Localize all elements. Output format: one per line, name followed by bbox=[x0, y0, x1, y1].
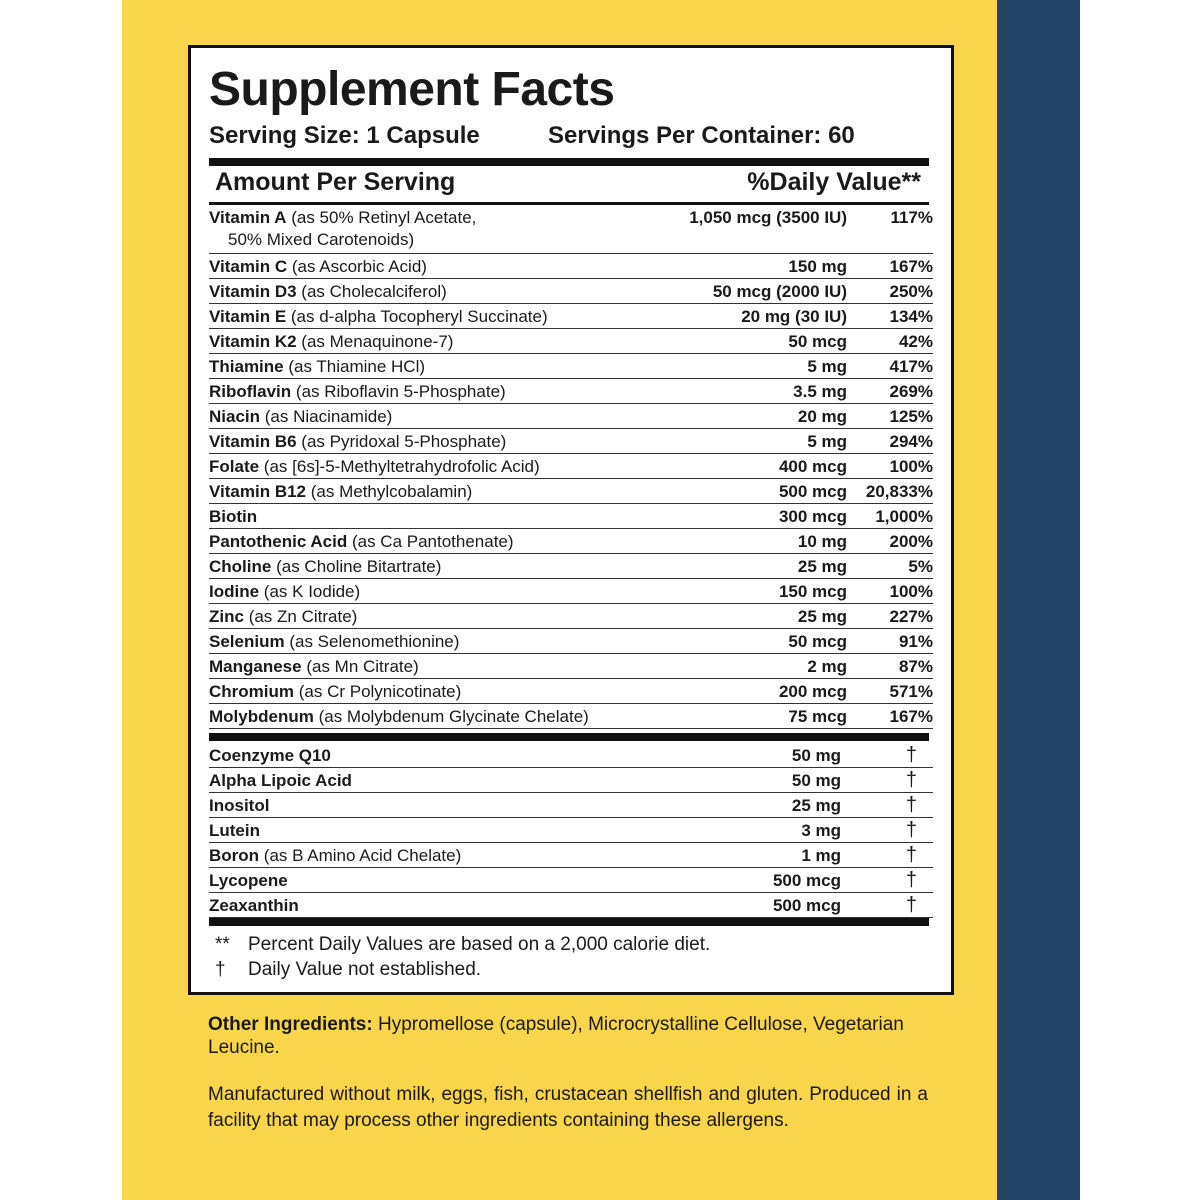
daily-value-percent: 227% bbox=[889, 607, 933, 626]
section-divider bbox=[209, 733, 929, 741]
footnote-not-established bbox=[215, 959, 481, 981]
footnote-mark: ** bbox=[215, 934, 230, 955]
nutrient-row bbox=[209, 254, 933, 279]
daily-value-percent: 91% bbox=[898, 632, 933, 651]
ingredient-name: Niacin bbox=[209, 407, 261, 426]
amount-per-serving: 50 mg bbox=[791, 771, 841, 790]
footnote-text: Daily Value not established. bbox=[248, 959, 482, 980]
ingredient-name-cell bbox=[209, 746, 331, 766]
ingredient-name: Chromium bbox=[209, 682, 294, 701]
other-ingredients-text: Hypromellose (capsule), Microcrystalline Cellulose, Vegetarian Leucine. bbox=[208, 1014, 904, 1058]
amount-per-serving: 50 mcg bbox=[788, 632, 847, 651]
amount-per-serving: 50 mg bbox=[791, 746, 841, 765]
ingredient-source: (as [6s]-5-Methyltetrahydrofolic Acid) bbox=[263, 457, 540, 476]
daily-value-percent: 571% bbox=[889, 682, 933, 701]
daily-value-percent: 5% bbox=[908, 557, 933, 576]
ingredient-name-cell bbox=[209, 332, 453, 352]
nutrient-row bbox=[209, 679, 933, 704]
daily-value-percent: 42% bbox=[898, 332, 933, 351]
ingredient-name: Riboflavin bbox=[209, 382, 292, 401]
ingredient-name-cell bbox=[209, 582, 360, 602]
daily-value-percent: 20,833% bbox=[865, 482, 933, 501]
nutrient-row bbox=[209, 279, 933, 304]
ingredient-row bbox=[209, 793, 933, 818]
ingredient-name-cell bbox=[209, 846, 461, 866]
amount-per-serving: 10 mg bbox=[797, 532, 847, 551]
dagger-mark: † bbox=[905, 894, 917, 916]
nutrient-row bbox=[209, 604, 933, 629]
daily-value-percent: 167% bbox=[889, 707, 933, 726]
ingredient-source: (as Thiamine HCl) bbox=[288, 357, 426, 376]
daily-value-percent: 167% bbox=[889, 257, 933, 276]
amount-per-serving: 50 mcg bbox=[788, 332, 847, 351]
ingredient-name: Coenzyme Q10 bbox=[209, 746, 331, 765]
nutrient-row bbox=[209, 205, 933, 254]
daily-value-percent: 125% bbox=[889, 407, 933, 426]
ingredient-source: (as Cholecalciferol) bbox=[301, 282, 447, 301]
ingredient-name-cell bbox=[209, 257, 427, 277]
nutrient-row bbox=[209, 404, 933, 429]
ingredient-name: Pantothenic Acid bbox=[209, 532, 348, 551]
ingredient-row bbox=[209, 868, 933, 893]
ingredient-name-cell bbox=[209, 632, 459, 652]
ingredient-row bbox=[209, 768, 933, 793]
dagger-mark: † bbox=[905, 844, 917, 866]
supplement-facts-panel bbox=[188, 45, 954, 995]
ingredient-name-cell bbox=[209, 457, 540, 477]
amount-per-serving: 75 mcg bbox=[788, 707, 847, 726]
nutrient-row bbox=[209, 554, 933, 579]
ingredient-name: Biotin bbox=[209, 507, 258, 526]
ingredient-name: Boron bbox=[209, 846, 260, 865]
ingredient-name-cell bbox=[209, 821, 260, 841]
ingredient-source: (as Cr Polynicotinate) bbox=[298, 682, 462, 701]
amount-per-serving: 300 mcg bbox=[778, 507, 847, 526]
ingredient-source: (as Ca Pantothenate) bbox=[351, 532, 514, 551]
nutrient-row bbox=[209, 454, 933, 479]
ingredient-name: Vitamin C bbox=[209, 257, 288, 276]
ingredient-name: Iodine bbox=[209, 582, 260, 601]
ingredient-name-cell bbox=[209, 657, 419, 677]
ingredient-row bbox=[209, 893, 933, 918]
ingredient-source: (as Zn Citrate) bbox=[248, 607, 358, 626]
footnote-daily-values bbox=[215, 934, 710, 956]
ingredient-name: Vitamin K2 bbox=[209, 332, 297, 351]
ingredient-name-cell bbox=[209, 407, 392, 427]
footnote-mark: † bbox=[215, 959, 226, 980]
daily-value-percent: 250% bbox=[889, 282, 933, 301]
ingredient-name: Alpha Lipoic Acid bbox=[209, 771, 352, 790]
ingredient-name-cell bbox=[209, 307, 548, 327]
ingredient-source: (as K Iodide) bbox=[263, 582, 361, 601]
dagger-mark: † bbox=[905, 769, 917, 791]
ingredient-source: (as Riboflavin 5-Phosphate) bbox=[295, 382, 506, 401]
nutrient-row bbox=[209, 479, 933, 504]
ingredient-name: Thiamine bbox=[209, 357, 284, 376]
ingredient-name-cell bbox=[209, 557, 441, 577]
column-header-row bbox=[209, 168, 929, 202]
amount-per-serving: 25 mg bbox=[797, 607, 847, 626]
ingredient-name: Lycopene bbox=[209, 871, 288, 890]
amount-per-serving: 3 mg bbox=[801, 821, 841, 840]
amount-per-serving: 25 mg bbox=[791, 796, 841, 815]
ingredient-source: (as Menaquinone-7) bbox=[301, 332, 454, 351]
ingredient-name-cell bbox=[209, 532, 514, 552]
ingredient-name: Lutein bbox=[209, 821, 260, 840]
ingredient-name: Vitamin B6 bbox=[209, 432, 297, 451]
ingredient-source: (as B Amino Acid Chelate) bbox=[263, 846, 462, 865]
ingredient-name: Zinc bbox=[209, 607, 244, 626]
heavy-divider bbox=[209, 158, 929, 166]
nutrient-row bbox=[209, 329, 933, 354]
daily-value-percent: 294% bbox=[889, 432, 933, 451]
amount-per-serving: 1 mg bbox=[801, 846, 841, 865]
amount-per-serving: 500 mcg bbox=[772, 896, 841, 915]
ingredient-name: Vitamin E bbox=[209, 307, 287, 326]
daily-value-percent: 1,000% bbox=[875, 507, 933, 526]
ingredient-name-cell bbox=[209, 482, 472, 502]
dagger-mark: † bbox=[905, 744, 917, 766]
nutrient-row bbox=[209, 304, 933, 329]
daily-value-percent: 117% bbox=[890, 208, 933, 227]
daily-value-percent: 417% bbox=[889, 357, 933, 376]
ingredient-name: Manganese bbox=[209, 657, 302, 676]
other-actives-table bbox=[209, 743, 933, 918]
ingredient-name: Molybdenum bbox=[209, 707, 314, 726]
amount-per-serving: 200 mcg bbox=[778, 682, 847, 701]
allergen-statement: Manufactured without milk, eggs, fish, crustacean shellfish and gluten. Produced in a facility that may process other ingredients containing these allergens. bbox=[208, 1084, 928, 1131]
dagger-mark: † bbox=[905, 869, 917, 891]
ingredient-name-cell bbox=[209, 282, 447, 302]
ingredient-source: (as Choline Bitartrate) bbox=[276, 557, 442, 576]
amount-per-serving: 500 mcg bbox=[772, 871, 841, 890]
nutrient-row bbox=[209, 429, 933, 454]
amount-per-serving: 150 mg bbox=[788, 257, 847, 276]
ingredient-name-cell bbox=[209, 682, 461, 702]
daily-value-header: %Daily Value** bbox=[747, 168, 921, 196]
amount-per-serving: 3.5 mg bbox=[793, 382, 847, 401]
amount-per-serving-header: Amount Per Serving bbox=[215, 168, 456, 196]
ingredient-source: (as Selenomethionine) bbox=[289, 632, 460, 651]
nutrient-row bbox=[209, 654, 933, 679]
ingredient-name-cell bbox=[209, 507, 257, 527]
ingredient-source: (as d-alpha Tocopheryl Succinate) bbox=[290, 307, 548, 326]
ingredient-name: Folate bbox=[209, 457, 260, 476]
ingredient-source: (as Niacinamide) bbox=[264, 407, 393, 426]
amount-per-serving: 5 mg bbox=[807, 432, 847, 451]
ingredient-source: (as Pyridoxal 5-Phosphate) bbox=[301, 432, 507, 451]
ingredient-name-cell bbox=[209, 871, 288, 891]
amount-per-serving: 20 mg (30 IU) bbox=[741, 307, 847, 326]
ingredient-name: Choline bbox=[209, 557, 272, 576]
ingredient-source: (as Methylcobalamin) bbox=[310, 482, 473, 501]
amount-per-serving: 400 mcg bbox=[778, 457, 847, 476]
daily-value-percent: 100% bbox=[889, 582, 933, 601]
ingredient-name-cell bbox=[209, 896, 299, 916]
amount-per-serving: 500 mcg bbox=[778, 482, 847, 501]
daily-value-percent: 200% bbox=[889, 532, 933, 551]
servings-per-container: Servings Per Container: 60 bbox=[548, 122, 855, 149]
nutrient-table bbox=[209, 205, 933, 729]
ingredient-name: Zeaxanthin bbox=[209, 896, 299, 915]
nutrient-row bbox=[209, 379, 933, 404]
amount-per-serving: 2 mg bbox=[807, 657, 847, 676]
ingredient-name: Inositol bbox=[209, 796, 270, 815]
ingredient-source: (as 50% Retinyl Acetate, bbox=[291, 208, 477, 227]
ingredient-row bbox=[209, 818, 933, 843]
ingredient-name-cell bbox=[209, 771, 352, 791]
amount-per-serving: 1,050 mcg (3500 IU) bbox=[689, 208, 847, 227]
daily-value-percent: 100% bbox=[889, 457, 933, 476]
ingredient-name-cell bbox=[209, 382, 506, 402]
facts-title: Supplement Facts bbox=[209, 63, 615, 116]
other-ingredients-label: Other Ingredients: bbox=[208, 1014, 373, 1035]
amount-per-serving: 20 mg bbox=[797, 407, 847, 426]
amount-per-serving: 5 mg bbox=[807, 357, 847, 376]
ingredient-source-continued: 50% Mixed Carotenoids) bbox=[228, 230, 415, 249]
ingredient-name: Selenium bbox=[209, 632, 285, 651]
ingredient-source: (as Ascorbic Acid) bbox=[291, 257, 427, 276]
daily-value-percent: 134% bbox=[889, 307, 933, 326]
ingredient-row bbox=[209, 843, 933, 868]
ingredient-name-cell bbox=[209, 432, 506, 452]
nutrient-row bbox=[209, 529, 933, 554]
daily-value-percent: 269% bbox=[889, 382, 933, 401]
nutrient-row bbox=[209, 629, 933, 654]
ingredient-name: Vitamin A bbox=[209, 208, 287, 227]
ingredient-source: (as Molybdenum Glycinate Chelate) bbox=[318, 707, 589, 726]
footnote-text: Percent Daily Values are based on a 2,000 calorie diet. bbox=[248, 934, 711, 955]
nutrient-row bbox=[209, 354, 933, 379]
ingredient-name-cell bbox=[209, 707, 589, 727]
ingredient-name: Vitamin D3 bbox=[209, 282, 297, 301]
background-blue-stripe bbox=[997, 0, 1080, 1200]
daily-value-percent: 87% bbox=[898, 657, 933, 676]
ingredient-row bbox=[209, 743, 933, 768]
dagger-mark: † bbox=[905, 794, 917, 816]
amount-per-serving: 25 mg bbox=[797, 557, 847, 576]
dagger-mark: † bbox=[905, 819, 917, 841]
other-ingredients bbox=[208, 1013, 928, 1059]
ingredient-name-cell bbox=[209, 208, 476, 228]
footer-divider bbox=[209, 918, 929, 926]
ingredient-source: (as Mn Citrate) bbox=[306, 657, 419, 676]
serving-size: Serving Size: 1 Capsule bbox=[209, 122, 480, 149]
amount-per-serving: 150 mcg bbox=[778, 582, 847, 601]
nutrient-row bbox=[209, 704, 933, 729]
ingredient-name-cell bbox=[209, 607, 357, 627]
nutrient-row bbox=[209, 579, 933, 604]
ingredient-name: Vitamin B12 bbox=[209, 482, 307, 501]
nutrient-row bbox=[209, 504, 933, 529]
ingredient-name-cell bbox=[209, 357, 425, 377]
ingredient-name-cell bbox=[209, 796, 269, 816]
amount-per-serving: 50 mcg (2000 IU) bbox=[712, 282, 847, 301]
